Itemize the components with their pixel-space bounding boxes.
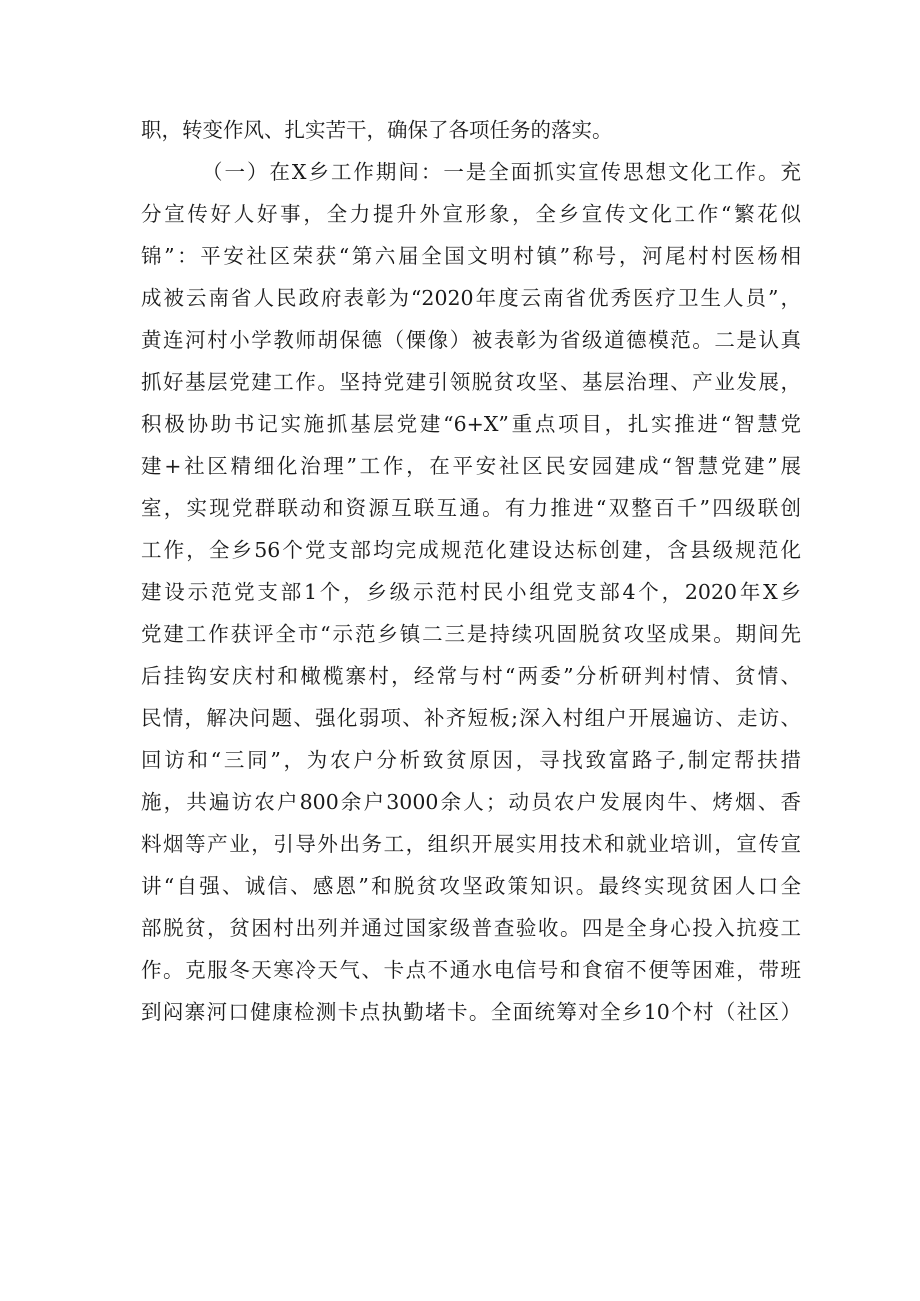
text-line: 回访和“三同”，为农户分析致贫原因，寻找致富路子,制定帮扶措	[141, 748, 801, 772]
text-line: （一）在X乡工作期间：一是全面抓实宣传思想文化工作。充	[202, 160, 801, 184]
text-line: 室，实现党群联动和资源互联互通。有力推进“双整百千”四级联创	[141, 496, 801, 520]
text-line: 分宣传好人好事，全力提升外宣形象，全乡宣传文化工作“繁花似	[141, 202, 801, 226]
text-line: 工作，全乡56个党支部均完成规范化建设达标创建，含县级规范化	[141, 538, 801, 562]
body-text	[141, 109, 801, 1033]
text-line: 料烟等产业，引导外出务工，组织开展实用技术和就业培训，宣传宣	[141, 832, 801, 856]
text-line: 民情，解决问题、强化弱项、补齐短板;深入村组户开展遍访、走访、	[141, 706, 801, 730]
text-line: 建+社区精细化治理”工作，在平安社区民安园建成“智慧党建”展	[141, 454, 801, 478]
text-line: 积极协助书记实施抓基层党建“6+X”重点项目，扎实推进“智慧党	[141, 412, 801, 436]
text-line: 党建工作获评全市“示范乡镇二三是持续巩固脱贫攻坚成果。期间先	[141, 622, 801, 646]
text-line: 到闷寨河口健康检测卡点执勤堵卡。全面统筹对全乡10个村（社区）	[141, 1000, 801, 1024]
text-line: 建设示范党支部1个，乡级示范村民小组党支部4个，2020年X乡	[141, 580, 801, 604]
text-line: 作。克服冬天寒冷天气、卡点不通水电信号和食宿不便等困难，带班	[141, 958, 801, 982]
text-line: 黄连河村小学教师胡保德（傈像）被表彰为省级道德模范。二是认真	[141, 328, 801, 352]
text-line: 职，转变作风、扎实苦干，确保了各项任务的落实。	[141, 118, 613, 142]
text-line: 抓好基层党建工作。坚持党建引领脱贫攻坚、基层治理、产业发展，	[141, 370, 801, 394]
text-line: 锦”：平安社区荣获“第六届全国文明村镇”称号，河尾村村医杨相	[141, 244, 801, 268]
text-line: 讲“自强、诚信、感恩”和脱贫攻坚政策知识。最终实现贫困人口全	[141, 874, 801, 898]
text-line: 成被云南省人民政府表彰为“2020年度云南省优秀医疗卫生人员”，	[141, 286, 801, 310]
text-line: 部脱贫，贫困村出列并通过国家级普查验收。四是全身心投入抗疫工	[141, 916, 801, 940]
text-line: 施，共遍访农户800余户3000余人；动员农户发展肉牛、烤烟、香	[141, 790, 801, 814]
text-line: 后挂钩安庆村和橄榄寨村，经常与村“两委”分析研判村情、贫情、	[141, 664, 801, 688]
